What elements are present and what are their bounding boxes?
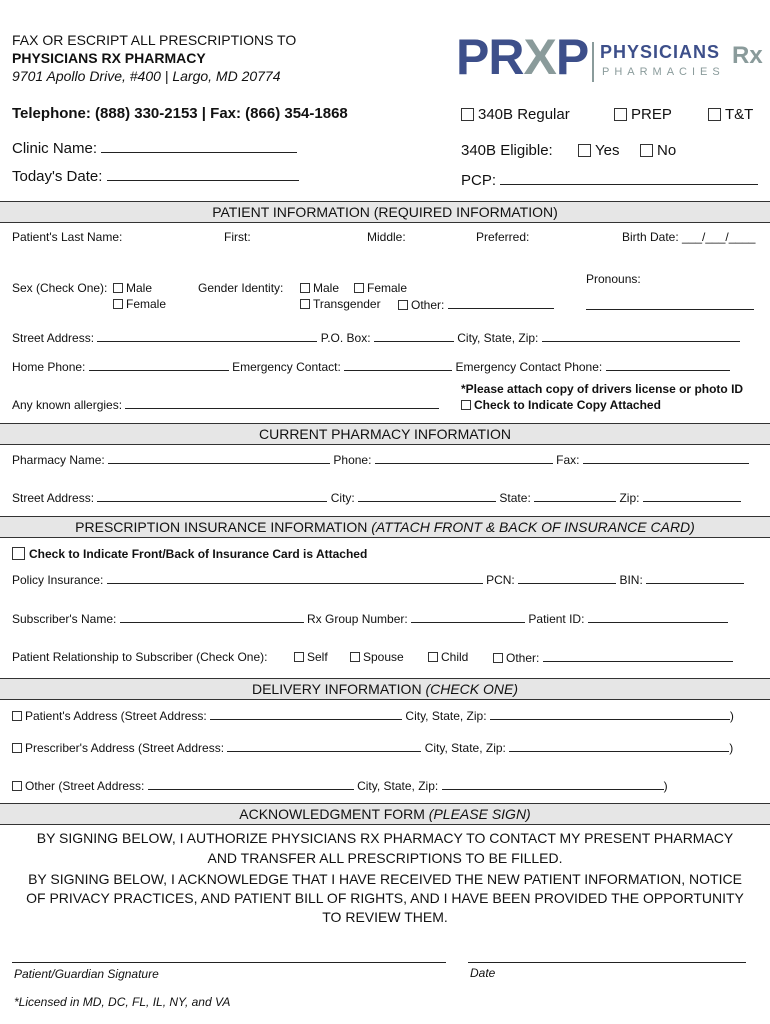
delivery-prescriber-address[interactable]: Prescriber's Address (Street Address: City, State, Zip: ) xyxy=(12,740,733,755)
checkbox-icon[interactable] xyxy=(428,652,438,662)
delivery-other-street-line[interactable] xyxy=(148,778,354,790)
insurance-card-check[interactable]: Check to Indicate Front/Back of Insurance Card is Attached xyxy=(12,547,367,561)
checkbox-icon[interactable] xyxy=(350,652,360,662)
ack-para1-line1: BY SIGNING BELOW, I AUTHORIZE PHYSICIANS RX PHARMACY TO CONTACT MY PRESENT PHARMACY xyxy=(36,830,734,846)
ack-para2-line1: BY SIGNING BELOW, I ACKNOWLEDGE THAT I HAVE RECEIVED THE NEW PATIENT INFORMATION, NOTICE xyxy=(28,871,742,887)
pharmacy-street-line[interactable] xyxy=(97,490,327,502)
logo-divider xyxy=(592,42,594,82)
clinic-name-line[interactable] xyxy=(101,141,297,153)
patient-section-header: PATIENT INFORMATION (REQUIRED INFORMATION) xyxy=(0,201,770,223)
checkbox-icon[interactable] xyxy=(12,743,22,753)
eligible-no[interactable]: No xyxy=(640,142,676,159)
rel-spouse[interactable]: Spouse xyxy=(350,650,404,664)
rel-child[interactable]: Child xyxy=(428,650,468,664)
delivery-prescriber-city-line[interactable] xyxy=(509,740,729,752)
patient-street-field[interactable]: Street Address: P.O. Box: City, State, Zip: xyxy=(12,330,740,345)
checkbox-icon[interactable] xyxy=(461,108,474,121)
logo-pharmacies: PHARMACIES xyxy=(602,66,725,78)
signature-label: Patient/Guardian Signature xyxy=(14,967,159,981)
checkbox-icon[interactable] xyxy=(300,299,310,309)
delivery-patient-address[interactable]: Patient's Address (Street Address: City, State, Zip: ) xyxy=(12,708,734,723)
relationship-label: Patient Relationship to Subscriber (Check One): xyxy=(12,650,268,664)
delivery-section-header: DELIVERY INFORMATION (CHECK ONE) xyxy=(0,678,770,700)
ack-para2-line2: OF PRIVACY PRACTICES, AND PATIENT BILL OF RIGHTS, AND I HAVE BEEN PROVIDED THE OPPORTUNITY xyxy=(26,890,744,906)
patient-birth-date-label: Birth Date: ___/___/____ xyxy=(622,230,756,244)
checkbox-icon[interactable] xyxy=(300,283,310,293)
checkbox-icon[interactable] xyxy=(113,283,123,293)
date-label: Date xyxy=(470,966,496,980)
pronouns-label: Pronouns: xyxy=(586,272,641,286)
pcp-field[interactable]: PCP: xyxy=(461,172,758,189)
licensed-states-note: *Licensed in MD, DC, FL, IL, NY, and VA xyxy=(14,995,231,1009)
todays-date-field[interactable]: Today's Date: xyxy=(12,168,299,185)
bin-line[interactable] xyxy=(646,572,744,584)
ack-para2-line3: TO REVIEW THEM. xyxy=(322,909,448,925)
emergency-phone-line[interactable] xyxy=(606,359,730,371)
patient-preferred-label: Preferred: xyxy=(476,230,530,244)
rel-other[interactable]: Other: xyxy=(493,650,733,665)
emergency-contact-line[interactable] xyxy=(344,359,452,371)
policy-row[interactable]: Policy Insurance: PCN: BIN: xyxy=(12,572,744,587)
checkbox-icon[interactable] xyxy=(493,653,503,663)
logo-physicians: PHYSICIANS xyxy=(600,42,721,62)
logo-prxp: PRXP xyxy=(456,29,589,85)
patient-phone-field[interactable]: Home Phone: Emergency Contact: Emergency Contact Phone: xyxy=(12,359,730,374)
allergies-field[interactable]: Any known allergies: xyxy=(12,397,439,412)
gender-transgender[interactable]: Transgender xyxy=(300,297,381,311)
eligible-yes[interactable]: Yes xyxy=(578,142,619,159)
pharmacy-phone-line[interactable] xyxy=(375,452,553,464)
pharmacy-city-line[interactable] xyxy=(358,490,496,502)
ack-para1-line2: AND TRANSFER ALL PRESCRIPTIONS TO BE FILLED. xyxy=(207,850,563,866)
sex-label: Sex (Check One): xyxy=(12,281,108,295)
delivery-other-address[interactable]: Other (Street Address: City, State, Zip: ) xyxy=(12,778,668,793)
checkbox-icon[interactable] xyxy=(614,108,627,121)
checkbox-icon[interactable] xyxy=(461,400,471,410)
gender-male[interactable]: Male xyxy=(300,281,339,295)
attach-id-check[interactable]: Check to Indicate Copy Attached xyxy=(461,398,661,412)
home-phone-line[interactable] xyxy=(89,359,229,371)
gender-female[interactable]: Female xyxy=(354,281,407,295)
patient-city-line[interactable] xyxy=(542,330,740,342)
checkbox-icon[interactable] xyxy=(398,300,408,310)
po-box-line[interactable] xyxy=(374,330,454,342)
checkbox-icon[interactable] xyxy=(294,652,304,662)
option-tt[interactable]: T&T xyxy=(708,106,753,123)
ack-section-header: ACKNOWLEDGMENT FORM (PLEASE SIGN) xyxy=(0,803,770,825)
pharmacy-name-line[interactable] xyxy=(108,452,330,464)
pharmacy-name: PHYSICIANS RX PHARMACY xyxy=(12,50,206,66)
gender-identity-label: Gender Identity: xyxy=(198,281,284,295)
allergies-line[interactable] xyxy=(125,397,439,409)
checkbox-icon[interactable] xyxy=(12,547,25,560)
date-line[interactable] xyxy=(468,962,746,963)
pharmacy-fax-line[interactable] xyxy=(583,452,749,464)
pharmacy-name-row[interactable]: Pharmacy Name: Phone: Fax: xyxy=(12,452,749,467)
contact-phone-fax: Telephone: (888) 330-2153 | Fax: (866) 354-1868 xyxy=(12,105,348,122)
todays-date-line[interactable] xyxy=(107,169,299,181)
patient-last-name-label: Patient's Last Name: xyxy=(12,230,123,244)
gender-other[interactable]: Other: xyxy=(398,297,554,312)
delivery-other-city-line[interactable] xyxy=(442,778,664,790)
checkbox-icon[interactable] xyxy=(640,144,653,157)
street-line[interactable] xyxy=(97,330,317,342)
checkbox-icon[interactable] xyxy=(578,144,591,157)
option-340b-regular[interactable]: 340B Regular xyxy=(461,106,570,123)
checkbox-icon[interactable] xyxy=(708,108,721,121)
attach-id-note: *Please attach copy of drivers license or photo ID xyxy=(461,382,744,396)
gender-other-line[interactable] xyxy=(448,297,554,309)
policy-line[interactable] xyxy=(107,572,483,584)
checkbox-icon[interactable] xyxy=(354,283,364,293)
checkbox-icon[interactable] xyxy=(12,781,22,791)
rx-group-line[interactable] xyxy=(411,611,525,623)
logo-rx: Rx xyxy=(732,42,763,69)
pcp-line[interactable] xyxy=(500,173,758,185)
subscriber-line[interactable] xyxy=(120,611,304,623)
label-340b-eligible: 340B Eligible: xyxy=(461,142,553,159)
pharmacy-address: 9701 Apollo Drive, #400 | Largo, MD 20774 xyxy=(12,68,281,84)
rel-other-line[interactable] xyxy=(543,650,733,662)
signature-line[interactable] xyxy=(12,962,446,963)
sex-female[interactable]: Female xyxy=(113,297,166,311)
pronouns-line[interactable] xyxy=(586,298,754,310)
delivery-prescriber-street-line[interactable] xyxy=(227,740,421,752)
pharmacy-address-row[interactable]: Street Address: City: State: Zip: xyxy=(12,490,741,505)
delivery-patient-street-line[interactable] xyxy=(210,708,402,720)
pharmacy-state-line[interactable] xyxy=(534,490,616,502)
option-prep[interactable]: PREP xyxy=(614,106,672,123)
patient-middle-label: Middle: xyxy=(367,230,406,244)
checkbox-icon[interactable] xyxy=(12,711,22,721)
patient-first-label: First: xyxy=(224,230,251,244)
rel-self[interactable]: Self xyxy=(294,650,328,664)
insurance-section-header: PRESCRIPTION INSURANCE INFORMATION (ATTACH FRONT & BACK OF INSURANCE CARD) xyxy=(0,516,770,538)
patient-id-line[interactable] xyxy=(588,611,728,623)
checkbox-icon[interactable] xyxy=(113,299,123,309)
pharmacy-section-header: CURRENT PHARMACY INFORMATION xyxy=(0,423,770,445)
subscriber-row[interactable]: Subscriber's Name: Rx Group Number: Patient ID: xyxy=(12,611,728,626)
fax-instruction: FAX OR ESCRIPT ALL PRESCRIPTIONS TO xyxy=(12,32,297,48)
clinic-name-field[interactable]: Clinic Name: xyxy=(12,140,297,157)
pcn-line[interactable] xyxy=(518,572,616,584)
sex-male[interactable]: Male xyxy=(113,281,152,295)
delivery-patient-city-line[interactable] xyxy=(490,708,730,720)
pharmacy-zip-line[interactable] xyxy=(643,490,741,502)
